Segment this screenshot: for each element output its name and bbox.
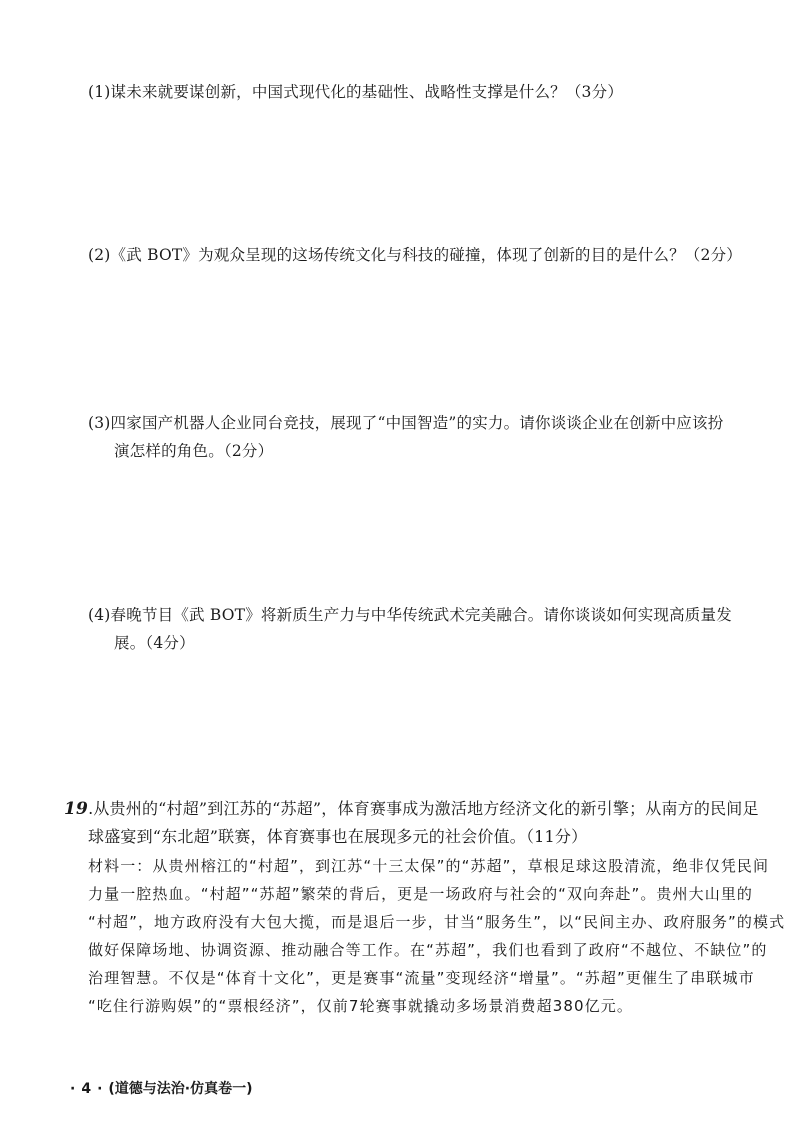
material-line: 做好保障场地、协调资源、推动融合等工作。在“苏超”，我们也看到了政府“不越位、不缺位”的 [88, 941, 768, 959]
material-line: “村超”，地方政府没有大包大揽，而是退后一步，甘当“服务生”，以“民间主办、政府服务”的模式 [88, 913, 786, 931]
question-19-line-1 [64, 799, 759, 819]
page-footer [64, 1078, 253, 1098]
question-19-text: .从贵州的“村超”到江苏的“苏超”，体育赛事成为激活地方经济文化的新引擎；从南方的民间足 [88, 799, 759, 818]
question-1: (1)谋未来就要谋创新，中国式现代化的基础性、战略性支撑是什么？（3分） [88, 83, 624, 101]
material-line: 材料一：从贵州榕江的“村超”，到江苏“十三太保”的“苏超”，草根足球这股清流，绝非仅凭民间 [88, 857, 770, 875]
material-line: 力量一腔热血。“村超”“苏超”繁荣的背后，更是一场政府与社会的“双向奔赴”。贵州大山里的 [88, 885, 754, 903]
question-3-line-2: 演怎样的角色。（2分） [114, 442, 274, 460]
footer-bullet: · [97, 1081, 103, 1097]
question-2: (2)《武 BOT》为观众呈现的这场传统文化与科技的碰撞，体现了创新的目的是什么？（2分） [88, 246, 742, 264]
footer-bullet: · [70, 1081, 76, 1097]
question-3-line-1: (3)四家国产机器人企业同台竞技，展现了“中国智造”的实力。请你谈谈企业在创新中应该扮 [88, 414, 724, 432]
material-line: “吃住行游购娱”的“票根经济”，仅前7轮赛事就撬动多场景消费超380亿元。 [88, 997, 633, 1015]
page-number: 4 [81, 1081, 92, 1097]
footer-subject: (道德与法治·仿真卷一) [108, 1081, 253, 1097]
material-line: 治理智慧。不仅是“体育十文化”，更是赛事“流量”变现经济“增量”。“苏超”更催生了串联城市 [88, 969, 755, 987]
question-4-line-1: (4)春晚节目《武 BOT》将新质生产力与中华传统武术完美融合。请你谈谈如何实现高质量发 [88, 606, 732, 624]
question-number: 19 [64, 799, 89, 819]
question-4-line-2: 展。（4分） [114, 634, 195, 652]
question-19-line-2: 球盛宴到“东北超”联赛，体育赛事也在展现多元的社会价值。（11分） [88, 827, 588, 846]
